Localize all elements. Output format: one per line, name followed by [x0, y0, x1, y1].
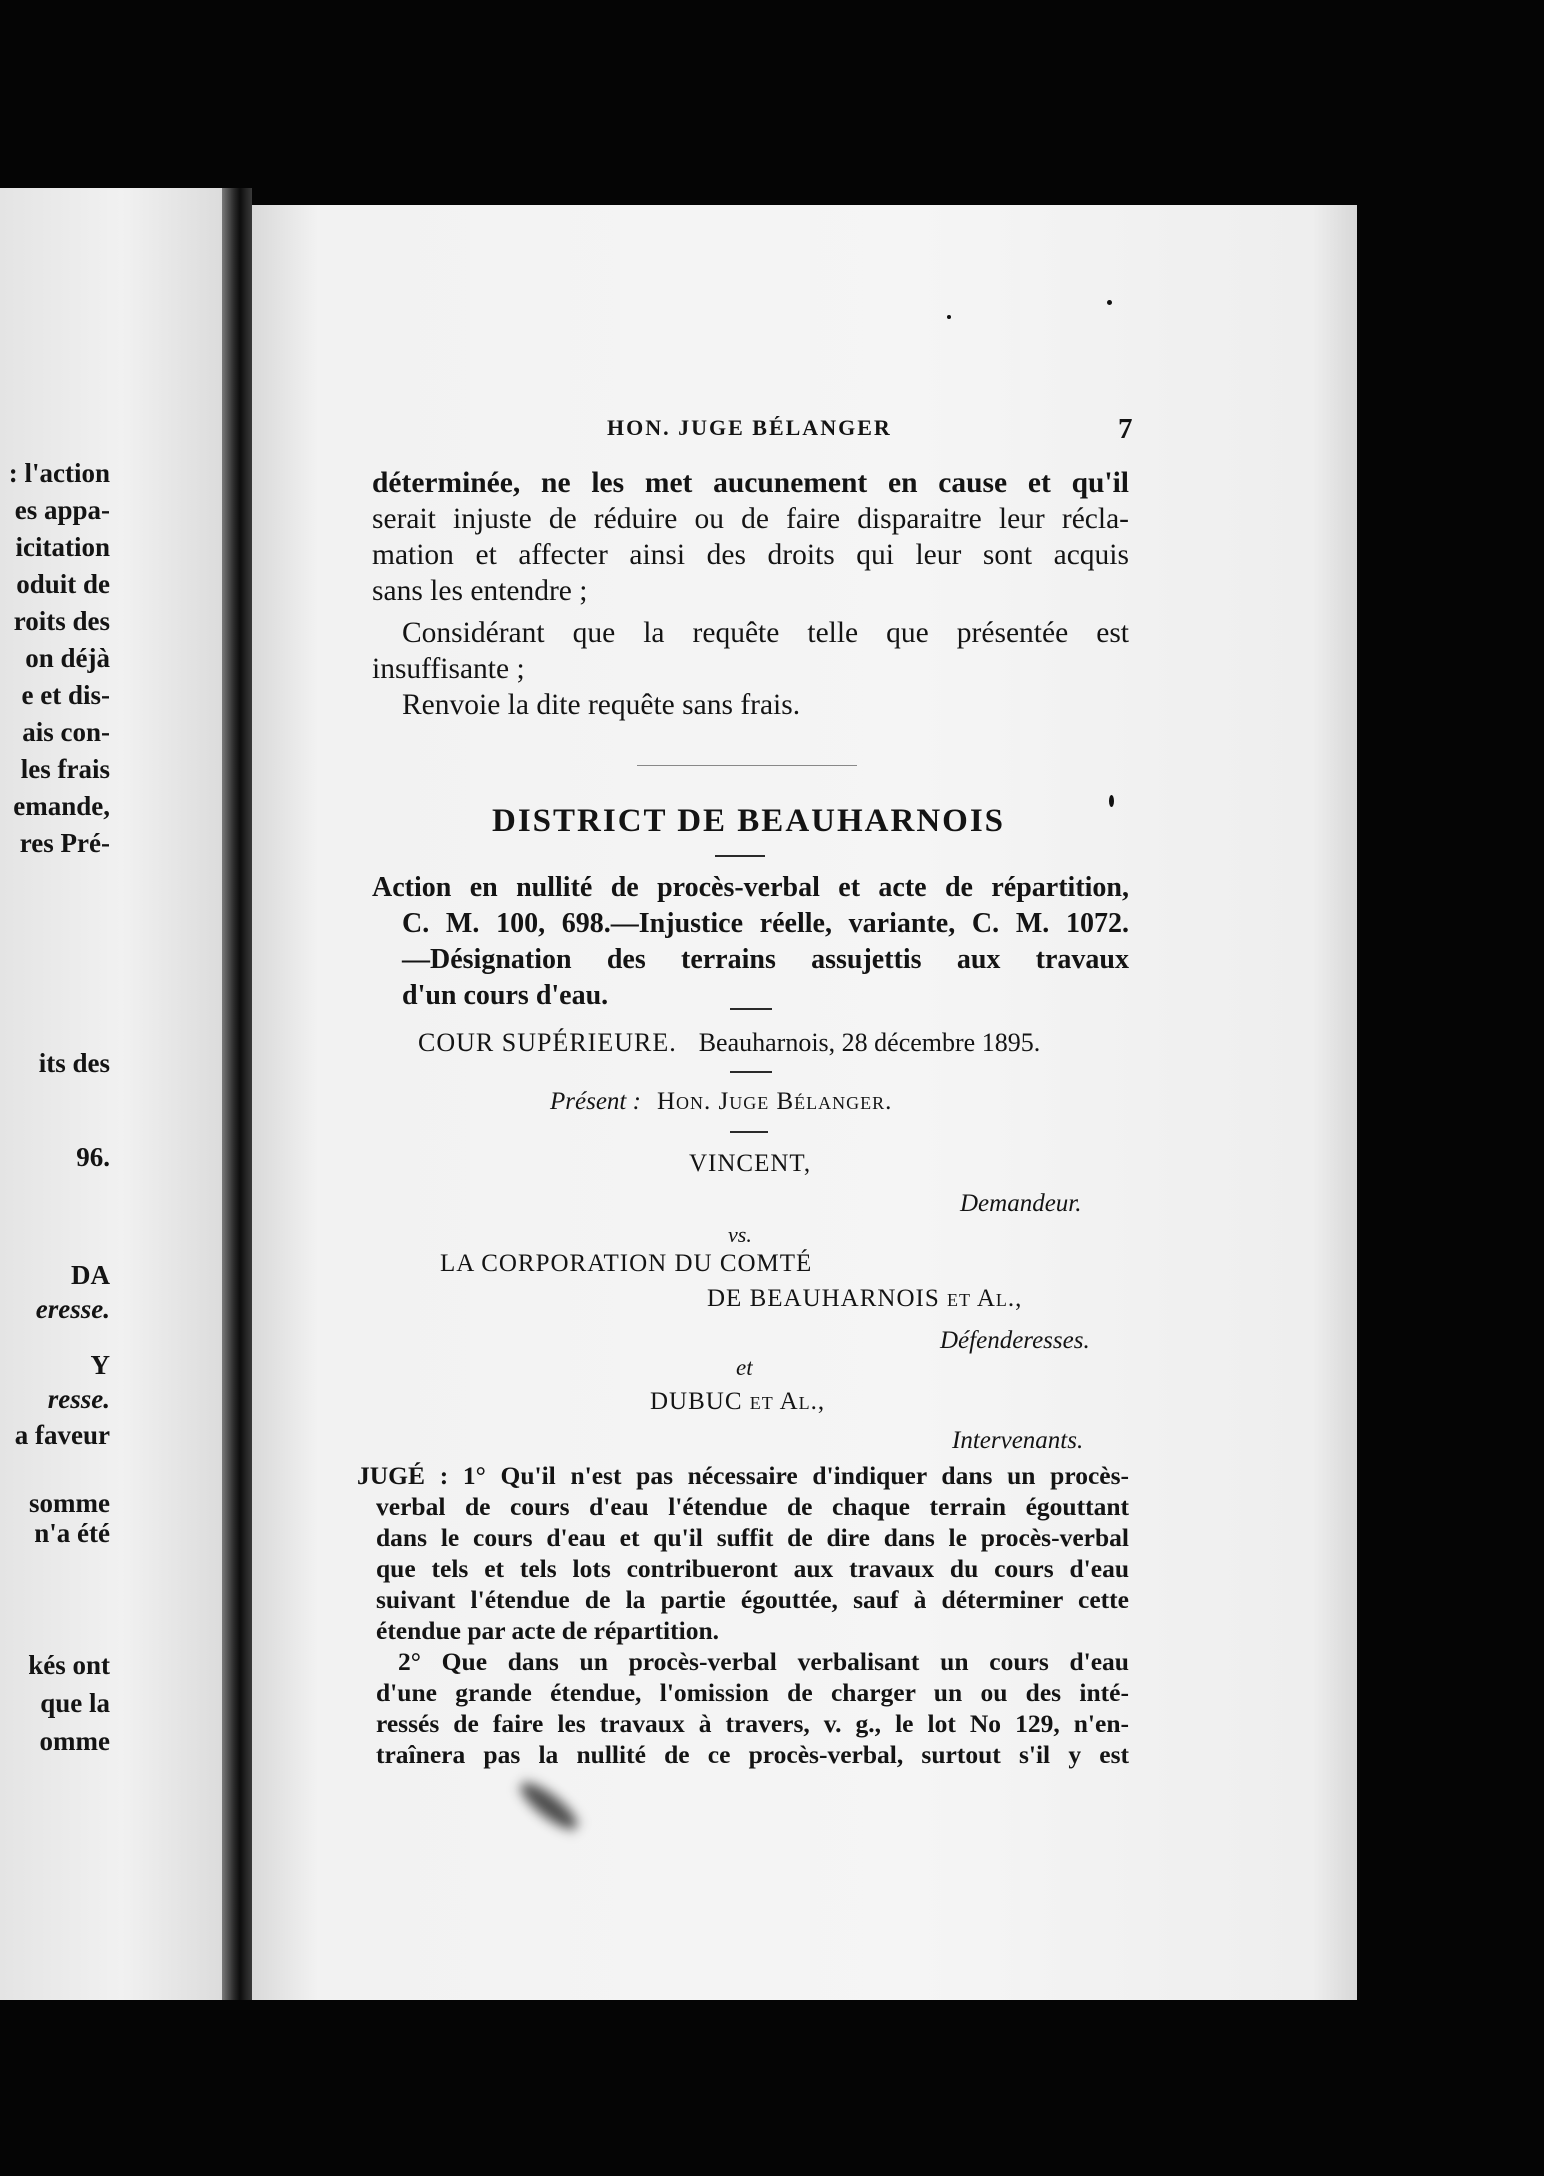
left-text-fragment: es appa- [14, 495, 110, 525]
present-rule [730, 1131, 768, 1133]
holding-line: d'une grande étendue, l'omission de charger un ou des inté- [376, 1678, 1129, 1707]
left-text-fragment: roits des [13, 606, 110, 636]
left-text-fragment: ais con- [22, 717, 110, 747]
left-text-fragment: omme [39, 1726, 110, 1756]
court-name: COUR SUPÉRIEURE. [418, 1028, 677, 1057]
intervenor-name: DUBUC et Al., [650, 1388, 826, 1415]
dust-speck [947, 315, 951, 319]
present-judge: Hon. Juge Bélanger. [656, 1088, 893, 1115]
plaintiff-role: Demandeur. [960, 1190, 1082, 1217]
defendant-line-1: LA CORPORATION DU COMTÉ [440, 1250, 813, 1277]
page-number: 7 [1118, 413, 1133, 445]
left-text-fragment: kés ont [28, 1650, 110, 1680]
holding-line: ressés de faire les travaux à travers, v. g., le lot No 129, n'en- [376, 1709, 1129, 1738]
left-text-fragment: a faveur [14, 1420, 110, 1450]
left-text-fragment: e et dis- [21, 680, 110, 710]
holding-line: suivant l'étendue de la partie égouttée, sauf à déterminer cette [376, 1585, 1129, 1614]
left-text-fragment: oduit de [16, 569, 110, 599]
place-date: Beauharnois, 28 décembre 1895. [698, 1028, 1041, 1057]
left-text-fragment: eresse. [35, 1294, 110, 1324]
present-line [550, 1088, 892, 1116]
left-text-fragment: emande, [13, 791, 110, 821]
body-line: déterminée, ne les met aucunement en cause et qu'il [372, 467, 1129, 499]
holding-line: dans le cours d'eau et qu'il suffit de dire dans le procès-verbal [376, 1523, 1129, 1552]
left-text-fragment: icitation [15, 532, 110, 562]
summary-rule [730, 1008, 772, 1010]
left-text-fragment: que la [40, 1688, 110, 1718]
holding-line: que tels et tels lots contribueront aux travaux du cours d'eau [376, 1554, 1129, 1583]
ink-smudge [515, 1776, 584, 1836]
intervenor-role: Intervenants. [952, 1427, 1084, 1454]
body-line: sans les entendre ; [372, 575, 588, 607]
and-label: et [736, 1355, 753, 1380]
left-text-fragment: on déjà [25, 643, 110, 673]
left-text-fragment: : l'action [8, 458, 110, 488]
dust-speck [1107, 300, 1112, 305]
renvoie-line: Renvoie la dite requête sans frais. [402, 689, 801, 721]
title-rule [715, 855, 765, 857]
holding-line: 2° Que dans un procès-verbal verbalisant un cours d'eau [398, 1647, 1129, 1676]
left-text-fragment: DA [71, 1260, 110, 1290]
left-text-fragment: res Pré- [19, 828, 110, 858]
dust-speck [1109, 795, 1114, 807]
binding-gutter [222, 188, 252, 2000]
left-text-fragment: les frais [20, 754, 110, 784]
left-text-fragment: 96. [76, 1142, 110, 1172]
summary-line: —Désignation des terrains assujettis aux travaux [402, 944, 1129, 975]
present-label: Présent : [550, 1088, 641, 1115]
summary-line: d'un cours d'eau. [402, 980, 609, 1011]
running-head: HON. JUGE BÉLANGER [607, 415, 892, 440]
plaintiff-name: VINCENT, [689, 1150, 812, 1177]
body-line: mation et affecter ainsi des droits qui leur sont acquis [372, 539, 1129, 571]
body-line: serait injuste de réduire ou de faire disparaitre leur récla- [372, 503, 1129, 535]
court-line [418, 1028, 1040, 1058]
left-text-fragment: n'a été [34, 1518, 110, 1548]
summary-line: Action en nullité de procès-verbal et acte de répartition, [372, 872, 1129, 903]
summary-line: C. M. 100, 698.—Injustice réelle, variante, C. M. 1072. [402, 908, 1129, 939]
district-title: DISTRICT DE BEAUHARNOIS [492, 803, 1006, 839]
versus-label: vs. [728, 1222, 752, 1247]
left-text-fragment: its des [38, 1048, 110, 1078]
section-divider [637, 765, 857, 766]
holding-line: étendue par acte de répartition. [376, 1616, 720, 1645]
defendant-line-2: DE BEAUHARNOIS et Al., [707, 1285, 1023, 1312]
left-text-fragment: Y [90, 1350, 110, 1380]
left-facing-page [0, 188, 222, 2000]
left-text-fragment: somme [29, 1488, 110, 1518]
left-text-fragment: resse. [47, 1384, 110, 1414]
court-rule [730, 1071, 772, 1073]
defendant-role: Défenderesses. [940, 1327, 1090, 1354]
holding-line: verbal de cours d'eau l'étendue de chaque terrain égouttant [376, 1492, 1129, 1521]
holding-line: traînera pas la nullité de ce procès-verbal, surtout s'il y est [376, 1740, 1129, 1769]
considerant-line: Considérant que la requête telle que présentée est [402, 617, 1129, 649]
holding-line: JUGÉ : 1° Qu'il n'est pas nécessaire d'indiquer dans un procès- [357, 1461, 1129, 1490]
considerant-line: insuffisante ; [372, 653, 525, 685]
main-page [252, 205, 1357, 2000]
